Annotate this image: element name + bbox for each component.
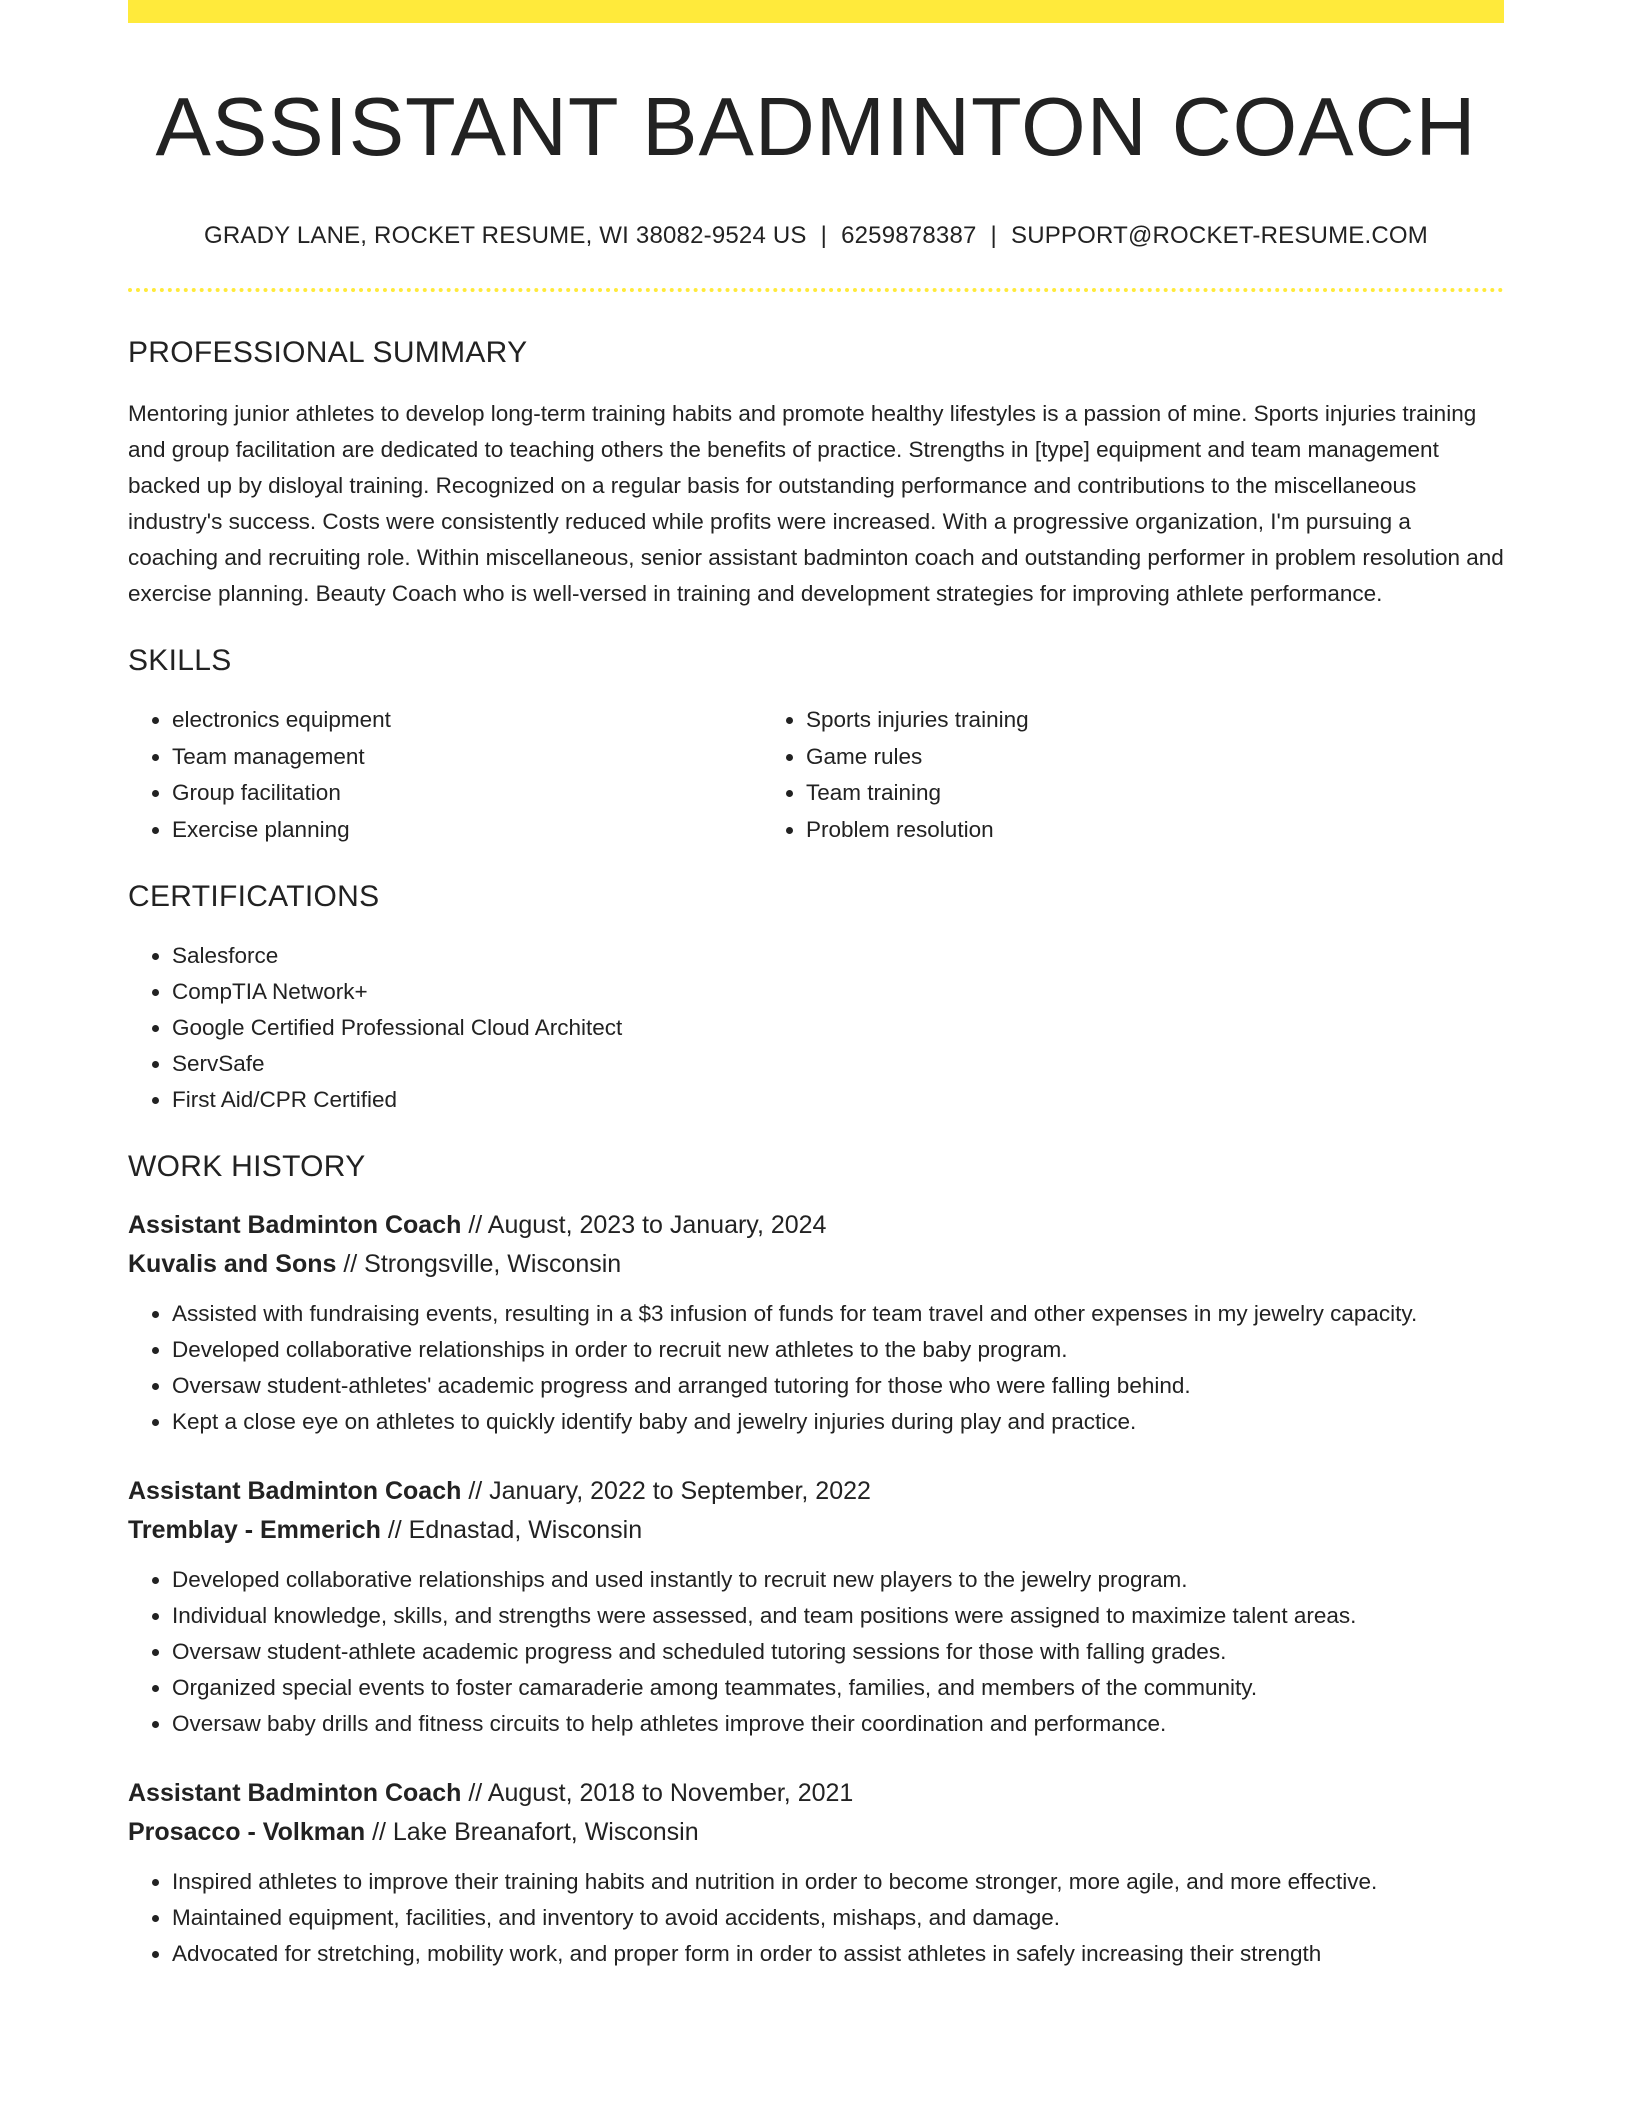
job-bullet: • Advocated for stretching, mobility work, and proper form in order to assist athletes in safely increasing their strength <box>172 1936 1504 1972</box>
certification-item: • CompTIA Network+ <box>172 974 1504 1010</box>
job-entry <box>128 1774 1504 1972</box>
certification-item: • ServSafe <box>172 1046 1504 1082</box>
job-company-line <box>128 1813 1504 1852</box>
job-bullets <box>128 1864 1504 1972</box>
job-location: // Ednastad, Wisconsin <box>380 1516 643 1545</box>
job-bullet: • Assisted with fundraising events, resulting in a $3 infusion of funds for team travel and other expenses in my jewelry capacity. <box>172 1296 1504 1332</box>
job-title-line <box>128 1206 1504 1245</box>
job-title: Assistant Badminton Coach <box>128 1477 462 1506</box>
contact-email[interactable]: SUPPORT@ROCKET-RESUME.COM <box>1010 222 1428 250</box>
job-entry <box>128 1472 1504 1742</box>
job-dates: // August, 2018 to November, 2021 <box>461 1779 854 1808</box>
contact-separator: | <box>990 222 997 250</box>
job-location: // Strongsville, Wisconsin <box>336 1250 622 1279</box>
skills-left-column <box>128 702 762 848</box>
certifications-section <box>128 880 1504 1118</box>
skill-item: • Exercise planning <box>172 812 762 849</box>
skill-item: • Team training <box>806 775 1396 812</box>
contact-address: GRADY LANE, ROCKET RESUME, WI 38082-9524 US <box>204 222 807 250</box>
job-bullet: • Kept a close eye on athletes to quickly identify baby and jewelry injuries during play and practice. <box>172 1404 1504 1440</box>
skills-right-column <box>762 702 1396 848</box>
skills-section <box>128 644 1504 848</box>
skill-item: • Problem resolution <box>806 812 1396 849</box>
skills-heading: SKILLS <box>128 644 232 678</box>
job-company-line <box>128 1245 1504 1284</box>
skill-item: • Group facilitation <box>172 775 762 812</box>
work-history-heading: WORK HISTORY <box>128 1150 366 1184</box>
skill-item: • electronics equipment <box>172 702 762 739</box>
work-history-section <box>128 1150 1504 1972</box>
skill-item: • Game rules <box>806 739 1396 776</box>
skills-grid <box>128 702 1504 848</box>
contact-line <box>128 222 1504 250</box>
job-title: Assistant Badminton Coach <box>128 1211 462 1240</box>
job-entry <box>128 1206 1504 1440</box>
job-bullets <box>128 1296 1504 1440</box>
job-bullet: • Oversaw student-athlete academic progress and scheduled tutoring sessions for those with falling grades. <box>172 1634 1504 1670</box>
certifications-list <box>128 938 1504 1118</box>
contact-phone: 6259878387 <box>841 222 977 250</box>
job-bullet: • Developed collaborative relationships and used instantly to recruit new players to the jewelry program. <box>172 1562 1504 1598</box>
certifications-heading: CERTIFICATIONS <box>128 880 380 914</box>
job-location: // Lake Breanafort, Wisconsin <box>365 1818 699 1847</box>
certification-item: • First Aid/CPR Certified <box>172 1082 1504 1118</box>
job-company: Tremblay - Emmerich <box>128 1516 381 1545</box>
resume-title: ASSISTANT BADMINTON COACH <box>155 80 1477 173</box>
job-company: Kuvalis and Sons <box>128 1250 337 1279</box>
job-title-line <box>128 1472 1504 1511</box>
job-bullet: • Oversaw baby drills and fitness circuits to help athletes improve their coordination and performance. <box>172 1706 1504 1742</box>
summary-section <box>128 336 1504 612</box>
job-bullet: • Oversaw student-athletes' academic progress and arranged tutoring for those who were falling behind. <box>172 1368 1504 1404</box>
summary-heading: PROFESSIONAL SUMMARY <box>128 336 528 370</box>
job-dates: // January, 2022 to September, 2022 <box>461 1477 871 1506</box>
dotted-divider <box>128 288 1504 292</box>
job-bullets <box>128 1562 1504 1742</box>
contact-separator: | <box>820 222 828 250</box>
skill-item: • Team management <box>172 739 762 776</box>
job-title: Assistant Badminton Coach <box>128 1779 462 1808</box>
resume-page <box>128 0 1504 1972</box>
job-bullet: • Developed collaborative relationships in order to recruit new athletes to the baby program. <box>172 1332 1504 1368</box>
skill-item: • Sports injuries training <box>806 702 1396 739</box>
summary-text: Mentoring junior athletes to develop long-term training habits and promote healthy lifestyles is a passion of mine. Sports injuries training and group facilitation are dedicated to teaching others the benefits of practice. Strengths in [type] equipment and team management backed up by disloyal training. Recognized on a regular basis for outstanding performance and contributions to the miscellaneous industry's success. Costs were consistently reduced while profits were increased. With a progressive organization, I'm pursuing a coaching and recruiting role. Within miscellaneous, senior assistant badminton coach and outstanding performer in problem resolution and exercise planning. Beauty Coach who is well-versed in training and development strategies for improving athlete performance. <box>128 401 1504 607</box>
job-bullet: • Individual knowledge, skills, and strengths were assessed, and team positions were assigned to maximize talent areas. <box>172 1598 1504 1634</box>
job-bullet: • Inspired athletes to improve their training habits and nutrition in order to become stronger, more agile, and more effective. <box>172 1864 1504 1900</box>
job-company-line <box>128 1511 1504 1550</box>
job-title-line <box>128 1774 1504 1813</box>
job-bullet: • Organized special events to foster camaraderie among teammates, families, and members of the community. <box>172 1670 1504 1706</box>
certification-item: • Google Certified Professional Cloud Architect <box>172 1010 1504 1046</box>
certification-item: • Salesforce <box>172 938 1504 974</box>
job-company: Prosacco - Volkman <box>128 1818 366 1847</box>
job-dates: // August, 2023 to January, 2024 <box>461 1211 827 1240</box>
job-bullet: • Maintained equipment, facilities, and inventory to avoid accidents, mishaps, and damage. <box>172 1900 1504 1936</box>
top-accent-bar <box>128 0 1504 23</box>
